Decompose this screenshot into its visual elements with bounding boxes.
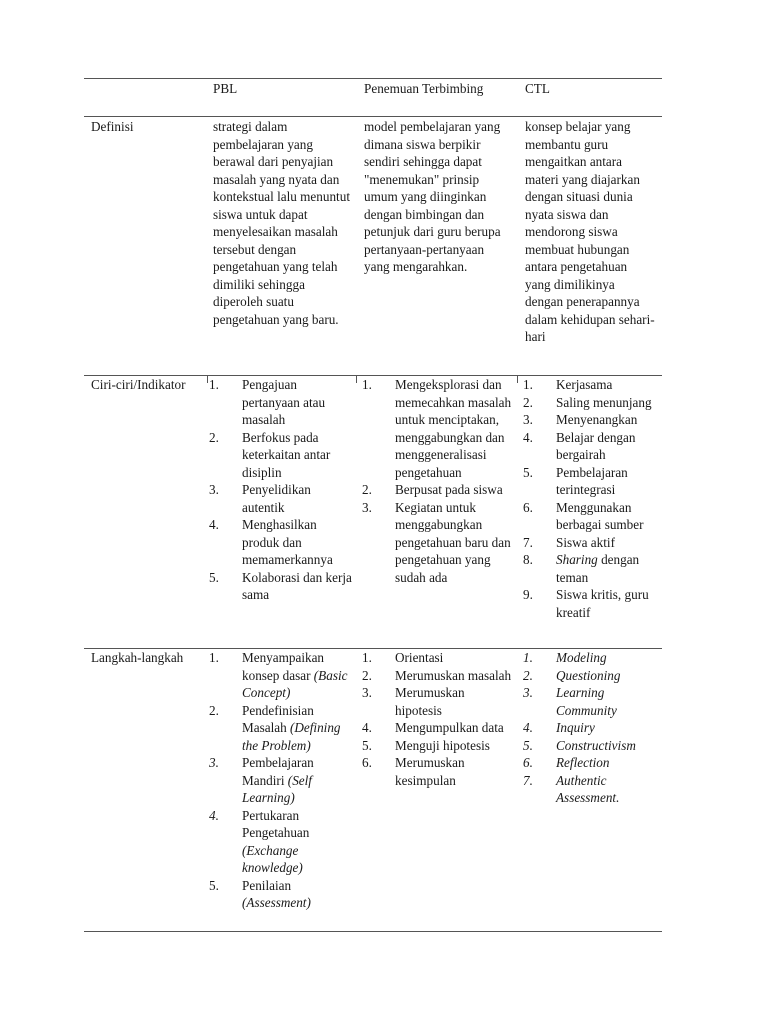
ciri-pbl-list [209, 376, 355, 604]
list-item: 4. Menghasilkan produk dan memamerkannya [209, 517, 333, 567]
list-item: 3. Merumuskan hipotesis [362, 685, 465, 718]
list-item: 3. Penyelidikan autentik [209, 482, 311, 515]
list-item: 4. Belajar dengan bergairah [523, 429, 636, 462]
list-item: 6. Menggunakan berbagai sumber [523, 499, 644, 532]
list-item: 1. Menyampaikan konsep dasar (Basic Concept) [209, 650, 348, 700]
table-top-border [84, 78, 662, 79]
list-item: 7. Siswa aktif [523, 534, 615, 550]
list-item: 5. Menguji hipotesis [362, 737, 490, 753]
definisi-ctl: konsep belajar yang membantu guru mengaitkan antara materi yang diajarkan dengan situasi dunia nyata siswa dan mendorong siswa membuat hubungan antara pengetahuan yang dimilikinya dengan penerapannya dalam kehidupan sehari-hari [525, 119, 655, 344]
definisi-penemuan-terbimbing: model pembelajaran yang dimana siswa berpikir sendiri sehingga dapat "menemukan" prinsip umum yang diinginkan dengan bimbingan dan petunjuk dari guru berupa pertanyaan-pertanyaan yang mengarahkan. [364, 119, 501, 274]
header-pbl: PBL [213, 81, 238, 96]
list-item: 4. Pertukaran Pengetahuan (Exchange knowledge) [209, 807, 310, 875]
list-item: 2. Saling menunjang [523, 394, 652, 410]
list-item: 5. Pembelajaran terintegrasi [523, 464, 628, 497]
list-item: 5. Constructivism [523, 737, 636, 753]
col-divider-2 [356, 375, 357, 383]
list-item: 3. Learning Community [523, 685, 617, 718]
langkah-penemuan-terbimbing-list [362, 649, 514, 789]
langkah-ctl-list [523, 649, 663, 807]
list-item: 2. Questioning [523, 667, 621, 683]
row-label-ciri: Ciri-ciri/Indikator [91, 377, 186, 392]
list-item: 8. Sharing dengan teman [523, 552, 640, 585]
list-item: 2. Pendefinisian Masalah (Defining the Problem) [209, 702, 341, 753]
list-item: 5. Penilaian (Assessment) [209, 877, 311, 910]
definisi-pbl: strategi dalam pembelajaran yang berawal dari penyajian masalah yang nyata dan kontekstual lalu menuntut siswa untuk dapat menyelesaikan masalah tersebut dengan pengetahuan yang telah dimiliki sehingga diperoleh suatu pengetahuan yang baru. [213, 119, 350, 327]
list-item: 6. Reflection [523, 755, 610, 770]
header-penemuan-terbimbing: Penemuan Terbimbing [364, 81, 484, 96]
list-item: 6. Merumuskan kesimpulan [362, 755, 465, 788]
list-item: 7. Authentic Assessment. [523, 772, 620, 805]
header-row-border [84, 116, 662, 117]
list-item: 3. Kegiatan untuk menggabungkan pengetahuan baru dan pengetahuan yang sudah ada [362, 499, 511, 585]
list-item: 2. Berpusat pada siswa [362, 482, 503, 497]
list-item: 3. Pembelajaran Mandiri (Self Learning) [209, 755, 314, 805]
table-bottom-border [84, 931, 662, 932]
list-item: 1. Orientasi [362, 650, 444, 665]
ciri-ctl-list [523, 376, 663, 621]
list-item: 5. Kolaborasi dan kerja sama [209, 569, 352, 602]
list-item: 1. Kerjasama [523, 377, 613, 392]
col-divider-3 [517, 375, 518, 383]
list-item: 2. Berfokus pada keterkaitan antar disiplin [209, 429, 331, 480]
list-item: 4. Inquiry [523, 720, 595, 735]
row-label-langkah: Langkah-langkah [91, 650, 184, 665]
list-item: 1. Modeling [523, 650, 607, 665]
row-label-definisi: Definisi [91, 119, 134, 134]
list-item: 3. Menyenangkan [523, 412, 638, 427]
list-item: 2. Merumuskan masalah [362, 667, 512, 683]
list-item: 1. Pengajuan pertanyaan atau masalah [209, 377, 326, 427]
langkah-pbl-list [209, 649, 355, 912]
header-ctl: CTL [525, 81, 550, 96]
list-item: 1. Mengeksplorasi dan memecahkan masalah untuk menciptakan, menggabungkan dan menggeneralisasi pengetahuan [362, 377, 512, 480]
list-item: 4. Mengumpulkan data [362, 720, 504, 735]
ciri-penemuan-terbimbing-list [362, 376, 514, 586]
list-item: 9. Siswa kritis, guru kreatif [523, 587, 649, 620]
